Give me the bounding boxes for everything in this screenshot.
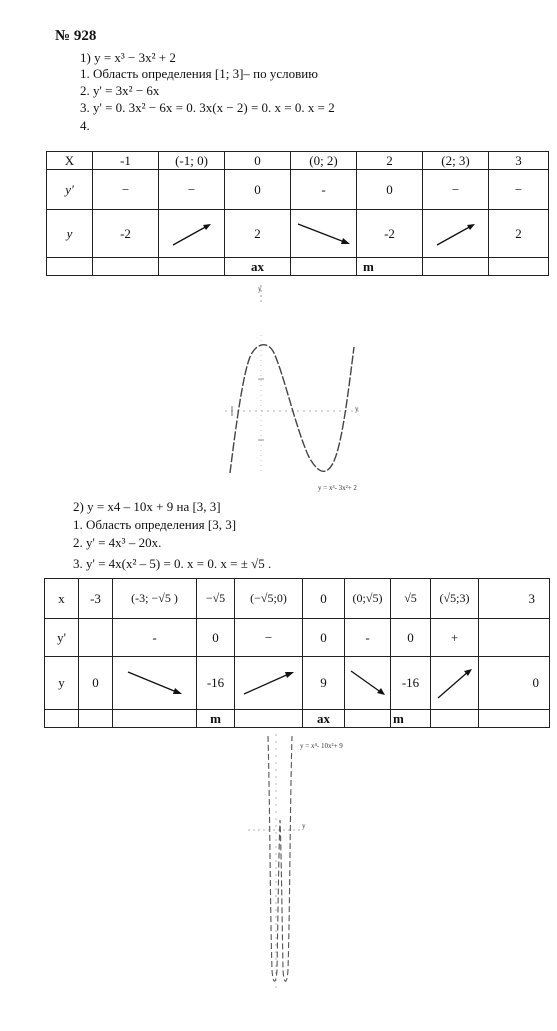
part2-function-graph (0, 730, 557, 1000)
x-axis-label: y (355, 405, 359, 413)
extremum-cell: ax (303, 710, 345, 728)
part2-extremum-row (45, 710, 550, 728)
part1-function-row (47, 210, 549, 258)
extremum-cell: m (197, 710, 235, 728)
deriv-cell: - (345, 619, 391, 657)
part1-extremum-row (47, 258, 549, 276)
graph-caption: y = x³- 3x²+ 2 (318, 484, 357, 492)
func-cell: -2 (93, 210, 159, 258)
arrow-down-icon (125, 667, 185, 699)
deriv-cell: − (159, 170, 225, 210)
header-cell: X (47, 152, 93, 170)
arrow-up-icon (170, 220, 214, 248)
header-cell: 3 (479, 579, 550, 619)
deriv-cell: 0 (197, 619, 235, 657)
func-cell (345, 657, 391, 710)
arrow-up-icon (434, 220, 478, 248)
header-cell: (−√5;0) (235, 579, 303, 619)
part2-step-1: 1. Область определения [3, 3] (73, 517, 237, 532)
problem-number: № 928 (55, 28, 97, 44)
arrow-down-icon (348, 667, 388, 699)
deriv-cell: y' (45, 619, 79, 657)
part1-header-row (47, 152, 549, 170)
part2-function: 2) y = x4 – 10x + 9 на [3, 3] (73, 499, 221, 514)
extremum-cell (235, 710, 303, 728)
header-cell: x (45, 579, 79, 619)
extremum-cell (79, 710, 113, 728)
deriv-cell: − (423, 170, 489, 210)
extremum-cell (489, 258, 549, 276)
header-cell: 2 (357, 152, 423, 170)
deriv-cell: y' (47, 170, 93, 210)
arrow-up-icon (435, 665, 475, 701)
func-cell: 0 (479, 657, 550, 710)
func-cell: y (45, 657, 79, 710)
extremum-cell (159, 258, 225, 276)
header-cell: (-1; 0) (159, 152, 225, 170)
extremum-cell (47, 258, 93, 276)
extremum-cell (45, 710, 79, 728)
func-cell (423, 210, 489, 258)
deriv-cell: - (291, 170, 357, 210)
func-cell: 2 (225, 210, 291, 258)
deriv-cell: - (113, 619, 197, 657)
deriv-cell: − (93, 170, 159, 210)
header-cell: 0 (225, 152, 291, 170)
deriv-cell: 0 (357, 170, 423, 210)
part2-derivative-row (45, 619, 550, 657)
func-cell: 2 (489, 210, 549, 258)
part2-variation-table (44, 578, 550, 728)
cubic-curve (230, 345, 354, 473)
extremum-cell (479, 710, 550, 728)
header-cell: -1 (93, 152, 159, 170)
arrow-up-icon (241, 667, 297, 699)
part1-step-2: 2. y' = 3x² − 6x (80, 83, 160, 98)
part1-derivative-row (47, 170, 549, 210)
extremum-cell: m (391, 710, 431, 728)
header-cell: -3 (79, 579, 113, 619)
part1-step-1: 1. Область определения [1; 3]– по условию (80, 66, 318, 81)
deriv-cell: 0 (225, 170, 291, 210)
deriv-cell (479, 619, 550, 657)
y-axis-label: y (258, 285, 262, 293)
func-cell: 9 (303, 657, 345, 710)
header-cell: (√5;3) (431, 579, 479, 619)
part2-step-2: 2. y' = 4x³ – 20x. (73, 535, 162, 550)
func-cell: -2 (357, 210, 423, 258)
header-cell: √5 (391, 579, 431, 619)
header-cell: (-3; −√5 ) (113, 579, 197, 619)
deriv-cell: 0 (391, 619, 431, 657)
quartic-curve (268, 736, 292, 981)
deriv-cell (79, 619, 113, 657)
func-cell (159, 210, 225, 258)
func-cell (291, 210, 357, 258)
deriv-cell: − (489, 170, 549, 210)
deriv-cell: + (431, 619, 479, 657)
func-cell (431, 657, 479, 710)
extremum-cell (93, 258, 159, 276)
header-cell: (2; 3) (423, 152, 489, 170)
part1-step-4: 4. (80, 118, 90, 133)
part2-step-3: 3. y' = 4x(x² – 5) = 0. x = 0. x = ± √5 . (73, 556, 272, 571)
deriv-cell: − (235, 619, 303, 657)
extremum-cell: m (357, 258, 423, 276)
part1-variation-table (46, 151, 549, 276)
header-cell: (0;√5) (345, 579, 391, 619)
arrow-down-icon (295, 220, 353, 248)
extremum-cell (423, 258, 489, 276)
extremum-cell (431, 710, 479, 728)
deriv-cell: 0 (303, 619, 345, 657)
graph-caption: y = x⁴- 10x²+ 9 (300, 742, 343, 750)
header-cell: 0 (303, 579, 345, 619)
func-cell (113, 657, 197, 710)
func-cell: 0 (79, 657, 113, 710)
header-cell: (0; 2) (291, 152, 357, 170)
func-cell: -16 (197, 657, 235, 710)
extremum-cell (291, 258, 357, 276)
part1-step-3: 3. y' = 0. 3x² − 6x = 0. 3x(x − 2) = 0. x = 0. x = 2 (80, 100, 335, 115)
part2-header-row (45, 579, 550, 619)
extremum-cell (345, 710, 391, 728)
extremum-cell (113, 710, 197, 728)
header-cell: −√5 (197, 579, 235, 619)
part1-function-graph (0, 275, 557, 505)
extremum-cell: ax (225, 258, 291, 276)
func-cell: -16 (391, 657, 431, 710)
x-axis-label: y (302, 822, 306, 830)
header-cell: 3 (489, 152, 549, 170)
func-cell: y (47, 210, 93, 258)
func-cell (235, 657, 303, 710)
part1-function: 1) y = x³ − 3x² + 2 (80, 50, 176, 65)
part2-function-row (45, 657, 550, 710)
